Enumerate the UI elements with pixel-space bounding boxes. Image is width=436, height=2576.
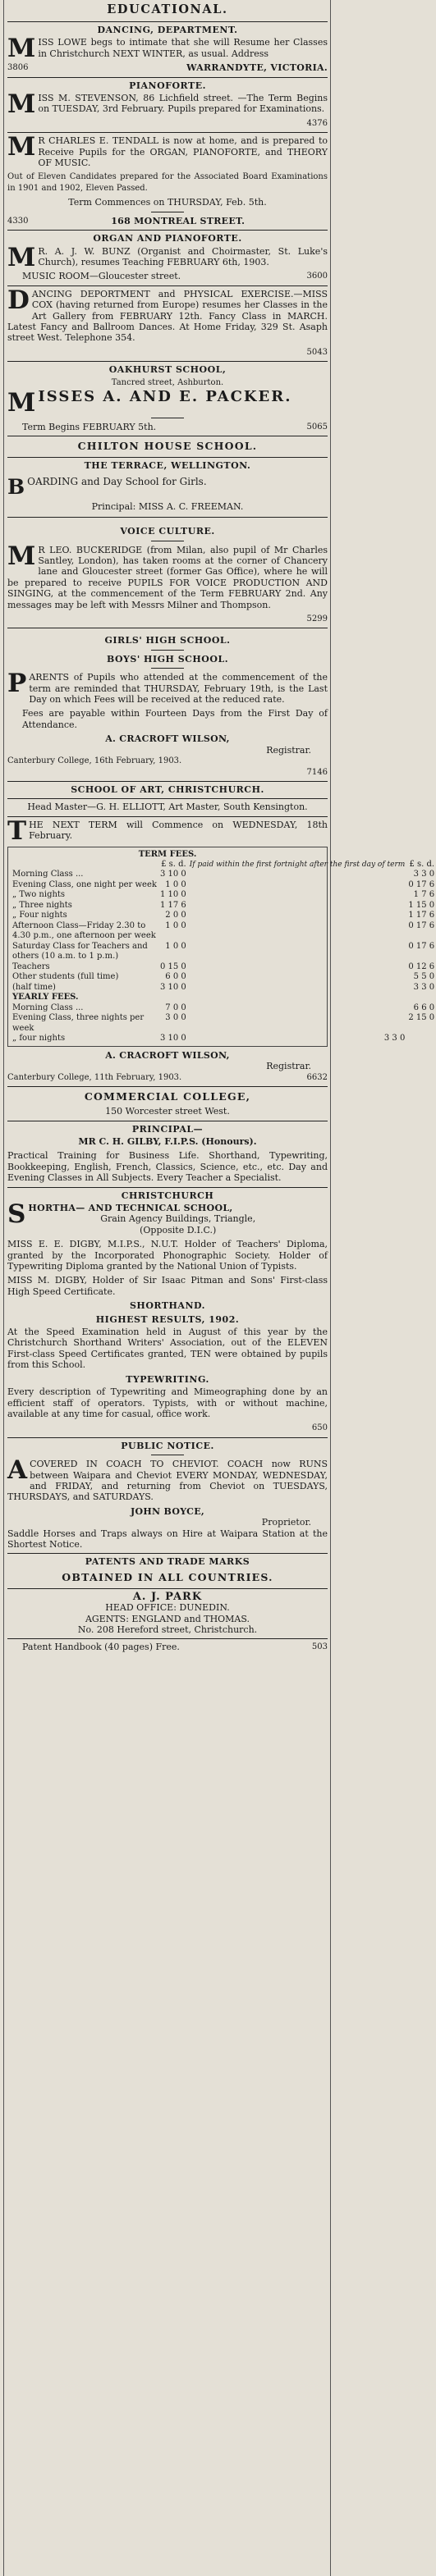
ad-heading: BOYS' HIGH SCHOOL. <box>106 653 229 665</box>
advertisement-column <box>7 0 435 1653</box>
divider <box>7 1086 328 1087</box>
ad-body: ARENTS of Pupils who attended at the commencement of the term are reminded that THURSDAY, February 19th, is the Last Day on which Fees will be received at the reduced rate. <box>29 672 328 706</box>
section-title: EDUCATIONAL. <box>107 2 228 16</box>
ad-address: No. 208 Hereford street, Christchurch. <box>77 1624 258 1635</box>
ad-signature: A. CRACROFT WILSON, <box>105 733 230 745</box>
ad-body: R CHARLES E. TENDALL is now at home, and is prepared to Receive Pupils for the ORGAN, PIANOFORTE, and THEORY OF MUSIC. <box>38 135 328 169</box>
ad-heading: SCHOOL OF ART, CHRISTCHURCH. <box>71 783 264 795</box>
ad-term: Term Commences on THURSDAY, Feb. 5th. <box>68 197 267 208</box>
ad-body: R LEO. BUCKERIDGE (from Milan, also pupil of Mr Charles Santley, London), has taken rooms at the corner of Chancery lane and Gloucester street (former Gas Office), where he will be prepared to receive PUPILS FOR VOICE PRODUCTION AND SINGING, at the commencement of the Term FEBRUARY 2nd. Any messages may be left with Messrs Milner and Thompson. <box>7 544 328 610</box>
drop-cap: M <box>7 242 36 272</box>
row-fee-reduced: 0 17 6 <box>408 879 435 889</box>
col-header: £ s. d. <box>409 859 435 869</box>
fees-table <box>11 860 436 1044</box>
ad-date: Canterbury College, 11th February, 1903. <box>7 1072 182 1082</box>
row-label: „ Three nights <box>12 900 72 910</box>
ad-heading: PUBLIC NOTICE. <box>121 1440 214 1451</box>
fees-table-box <box>7 847 435 1047</box>
divider <box>7 132 328 133</box>
row-label: „ four nights <box>12 1034 66 1044</box>
row-label: Morning Class ... <box>12 870 84 879</box>
ad-ref: 5043 <box>306 347 328 357</box>
drop-cap: A <box>7 1455 28 1486</box>
ad-agents: AGENTS: ENGLAND and THOMAS. <box>85 1613 250 1624</box>
ad-heading: CHRISTCHURCH <box>121 1190 214 1201</box>
drop-cap: P <box>7 669 27 699</box>
ad-ref: 5299 <box>306 614 328 624</box>
row-label: Evening Class, one night per week <box>12 879 157 889</box>
ad-organ <box>7 233 328 282</box>
ad-role: Registrar. <box>266 744 311 756</box>
ad-signature: A. CRACROFT WILSON, <box>105 1049 230 1061</box>
divider <box>7 285 328 286</box>
ad-date: Canterbury College, 16th February, 1903. <box>7 756 182 766</box>
col-header: £ s. d. <box>161 859 186 869</box>
row-fee: 2 0 0 <box>165 911 186 920</box>
ad-heading: COMMERCIAL COLLEGE, <box>84 1090 251 1103</box>
ad-body: Practical Training for Business Life. Shorthand, Typewriting, Bookkeeping, English, French, Classics, Science, etc., etc. Day and Evening Classes in All Subjects. Every Teacher a Specialist. <box>7 1150 328 1184</box>
divider <box>7 457 328 458</box>
divider <box>7 816 328 817</box>
row-label: „ Two nights <box>12 890 66 900</box>
ad-principal-heading: PRINCIPAL— <box>131 1123 204 1135</box>
table-row <box>11 1034 436 1044</box>
ad-tendall <box>7 132 328 226</box>
short-rule <box>151 668 184 669</box>
row-fee: 1 0 0 <box>165 920 186 930</box>
ad-dancing <box>7 25 328 74</box>
row-fee: 1 10 0 <box>159 890 186 900</box>
ad-heading: ORGAN AND PIANOFORTE. <box>93 233 242 244</box>
ad-subheading: Tancred street, Ashburton. <box>111 377 224 387</box>
row-fee-reduced: 0 17 6 <box>408 920 435 930</box>
ad-handbook: Patent Handbook (40 pages) Free. <box>22 1642 180 1653</box>
drop-cap: S <box>7 1199 26 1229</box>
ad-commercial-college <box>7 1089 328 1183</box>
divider <box>7 781 328 782</box>
row-label: Other students (full time) <box>12 972 119 982</box>
ad-ref: 3806 <box>7 63 29 73</box>
ad-public-notice <box>7 1441 328 1551</box>
ad-name: ISSES A. AND E. PACKER. <box>38 387 292 405</box>
table-header <box>11 860 436 870</box>
divider <box>7 21 328 22</box>
row-label: Afternoon Class—Friday 2.30 to 4.30 p.m., one afternoon per week <box>12 920 156 941</box>
ad-ref: 7146 <box>306 767 328 777</box>
ad-role: Proprietor. <box>261 1517 311 1528</box>
ad-heading: PIANOFORTE. <box>129 80 206 91</box>
ad-heading: VOICE CULTURE. <box>120 526 215 537</box>
ad-ref: 5065 <box>306 422 328 432</box>
row-fee-reduced: 3 3 0 <box>383 1034 406 1044</box>
ad-ref: 4376 <box>306 118 328 128</box>
ad-heading: DANCING, DEPARTMENT. <box>97 25 238 35</box>
row-fee-reduced: 3 3 0 <box>413 870 435 879</box>
row-fee-reduced: 1 17 6 <box>408 911 435 920</box>
ad-subheading: TYPEWRITING. <box>126 1373 209 1385</box>
row-fee-reduced: 0 12 6 <box>408 961 435 971</box>
row-fee-reduced: 0 17 6 <box>408 941 435 951</box>
ad-body: ISS LOWE begs to intimate that she will Resume her Classes in Christchurch NEXT WINTER, as usual. Address <box>38 37 328 59</box>
ad-body: At the Speed Examination held in August of this year by the Christchurch Shorthand Writers' Association, out of the ELEVEN First-class Speed Certificates granted, TEN were obtained by pupils from this School. <box>7 1327 328 1371</box>
ad-heading: HORTHA— AND TECHNICAL SCHOOL, <box>28 1203 233 1213</box>
row-fee: 1 0 0 <box>165 941 186 951</box>
ad-subheading: HIGHEST RESULTS, 1902. <box>95 1313 240 1325</box>
divider <box>7 361 328 362</box>
ad-address: (Opposite D.I.C.) <box>140 1224 217 1235</box>
row-label: Morning Class ... <box>12 1003 84 1012</box>
drop-cap: M <box>7 34 36 64</box>
row-fee: 3 0 0 <box>165 1013 186 1023</box>
ad-voice <box>7 526 328 624</box>
ad-address: 168 MONTREAL STREET. <box>111 215 246 226</box>
ad-body: ANCING DEPORTMENT and PHYSICAL EXERCISE.—MISS COX (having returned from Europe) resumes her Classes in the Art Gallery from FEBRUARY 12th. Fancy Class in MARCH. Latest Fancy and Ballroom Dances. At Home Friday, 329 St. Asaph street West. Telephone 354. <box>7 288 328 344</box>
row-fee-reduced: 1 15 0 <box>408 900 435 910</box>
ad-high-schools <box>7 635 328 777</box>
ad-ref: 650 <box>311 1423 328 1433</box>
fees-title: TERM FEES. <box>138 849 197 859</box>
divider <box>7 1553 328 1554</box>
divider <box>7 77 328 78</box>
row-label: „ Four nights <box>12 911 67 920</box>
drop-cap: T <box>7 815 27 846</box>
ad-term: Term Begins FEBRUARY 5th. <box>22 421 157 432</box>
ad-body: COVERED IN COACH TO CHEVIOT. COACH now RUNS between Waipara and Cheviot EVERY MONDAY, WEDNESDAY, and FRIDAY, and returning from Cheviot on TUESDAYS, THURSDAYS, and SATURDAYS. <box>7 1459 328 1503</box>
row-fee-reduced: 6 6 0 <box>413 1003 435 1012</box>
row-fee: 3 10 0 <box>159 982 186 992</box>
ad-note: Out of Eleven Candidates prepared for the Associated Board Examinations in 1901 and 1902, Eleven Passed. <box>7 172 328 193</box>
yearly-title: YEARLY FEES. <box>12 993 79 1003</box>
ad-heading: OBTAINED IN ALL COUNTRIES. <box>62 1570 273 1583</box>
row-label: Teachers <box>12 961 50 971</box>
ad-office: HEAD OFFICE: DUNEDIN. <box>105 1602 230 1614</box>
ad-oakhurst <box>7 364 328 432</box>
row-fee: 1 17 6 <box>159 900 186 910</box>
divider <box>7 230 328 231</box>
ad-heading: OAKHURST SCHOOL, <box>108 364 227 376</box>
row-label: (half time) <box>12 982 56 992</box>
fees-note: If paid within the first fortnight after the first day of term <box>189 860 406 869</box>
ad-address: Grain Agency Buildings, Triangle, <box>100 1213 256 1225</box>
ad-heading: GIRLS' HIGH SCHOOL. <box>104 635 231 646</box>
ad-heading: CHILTON HOUSE SCHOOL. <box>77 440 258 453</box>
ad-subheading: SHORTHAND. <box>129 1300 205 1312</box>
drop-cap: M <box>7 89 36 120</box>
short-rule <box>151 650 184 651</box>
divider <box>7 798 328 799</box>
ad-ref: 503 <box>311 1642 328 1652</box>
drop-cap: M <box>7 541 36 571</box>
row-fee-reduced: 2 15 0 <box>408 1013 435 1023</box>
drop-cap: M <box>7 132 36 162</box>
ad-place: THE TERRACE, WELLINGTON. <box>84 460 251 472</box>
ad-ref: 4330 <box>7 216 29 226</box>
ad-body: MISS M. DIGBY, Holder of Sir Isaac Pitman and Sons' First-class High Speed Certificate. <box>7 1275 328 1297</box>
ad-body: R. A. J. W. BUNZ (Organist and Choirmaster, St. Luke's Church), resumes Teaching FEBRUARY 6th, 1903. <box>38 245 328 267</box>
ad-body: Every description of Typewriting and Mimeographing done by an efficient staff of operators. Typists, with or without machine, available at any time for casual, office work. <box>7 1386 328 1419</box>
ad-role: Registrar. <box>266 1061 311 1072</box>
row-label: Evening Class, three nights per week <box>12 1013 145 1033</box>
drop-cap: B <box>7 474 25 499</box>
row-fee: 6 0 0 <box>165 972 186 982</box>
divider <box>7 1437 328 1438</box>
firm-name: A. J. PARK <box>132 1590 203 1603</box>
row-fee: 1 0 0 <box>165 879 186 889</box>
ad-principal: MR C. H. GILBY, F.I.P.S. (Honours). <box>78 1135 257 1147</box>
row-fee: 3 10 0 <box>159 870 186 879</box>
row-fee: 3 10 0 <box>159 1034 186 1044</box>
ad-body: ISS M. STEVENSON, 86 Lichfield street. —The Term Begins on TUESDAY, 3rd February. Pupils prepared for Examinations. <box>38 93 328 115</box>
row-label: Saturday Class for Teachers and others (10 a.m. to 1 p.m.) <box>12 941 148 961</box>
drop-cap: D <box>7 285 30 315</box>
row-fee-reduced: 5 5 0 <box>413 972 435 982</box>
ad-chilton <box>7 439 328 512</box>
ad-shorthand-school <box>7 1190 328 1434</box>
ad-fees-note: Fees are payable within Fourteen Days from the First Day of Attendance. <box>22 708 328 730</box>
drop-cap: M <box>7 387 36 418</box>
ad-pianoforte <box>7 80 328 130</box>
ad-body: HE NEXT TERM will Commence on WEDNESDAY, 18th February. <box>29 819 328 842</box>
row-fee-reduced: 1 7 6 <box>413 890 435 900</box>
ad-address: WARRANDYTE, VICTORIA. <box>186 62 328 74</box>
right-column-rule <box>330 0 331 2576</box>
divider <box>7 1588 328 1589</box>
ad-patents <box>7 1556 328 1652</box>
divider <box>7 517 328 518</box>
left-column-rule <box>3 0 4 2576</box>
ad-room: MUSIC ROOM—Gloucester street. <box>22 271 181 282</box>
row-fee: 7 0 0 <box>165 1003 186 1012</box>
ad-school-of-art <box>7 783 435 1083</box>
divider <box>7 1638 328 1639</box>
ad-ref: 6632 <box>306 1072 328 1082</box>
ad-tail: Saddle Horses and Traps always on Hire at Waipara Station at the Shortest Notice. <box>7 1528 328 1550</box>
ad-principal: Principal: MISS A. C. FREEMAN. <box>91 500 244 512</box>
ad-dancing-cox <box>7 285 328 358</box>
ad-address: 150 Worcester street West. <box>105 1106 230 1117</box>
ad-heading: PATENTS AND TRADE MARKS <box>85 1556 250 1568</box>
divider <box>7 1187 328 1188</box>
ad-signature: JOHN BOYCE, <box>130 1505 205 1517</box>
ad-body: OARDING and Day School for Girls. <box>27 475 207 487</box>
row-fee: 0 15 0 <box>159 961 186 971</box>
ad-master: Head Master—G. H. ELLIOTT, Art Master, South Kensington. <box>27 802 308 813</box>
ad-ref: 3600 <box>306 272 328 281</box>
ad-body: MISS E. E. DIGBY, M.I.P.S., N.U.T. Holder of Teachers' Diploma, granted by the Incorporated Phonographic Society. Holder of Typewriting Diploma granted by the National Union of Typists. <box>7 1239 328 1272</box>
row-fee-reduced: 3 3 0 <box>413 982 435 992</box>
